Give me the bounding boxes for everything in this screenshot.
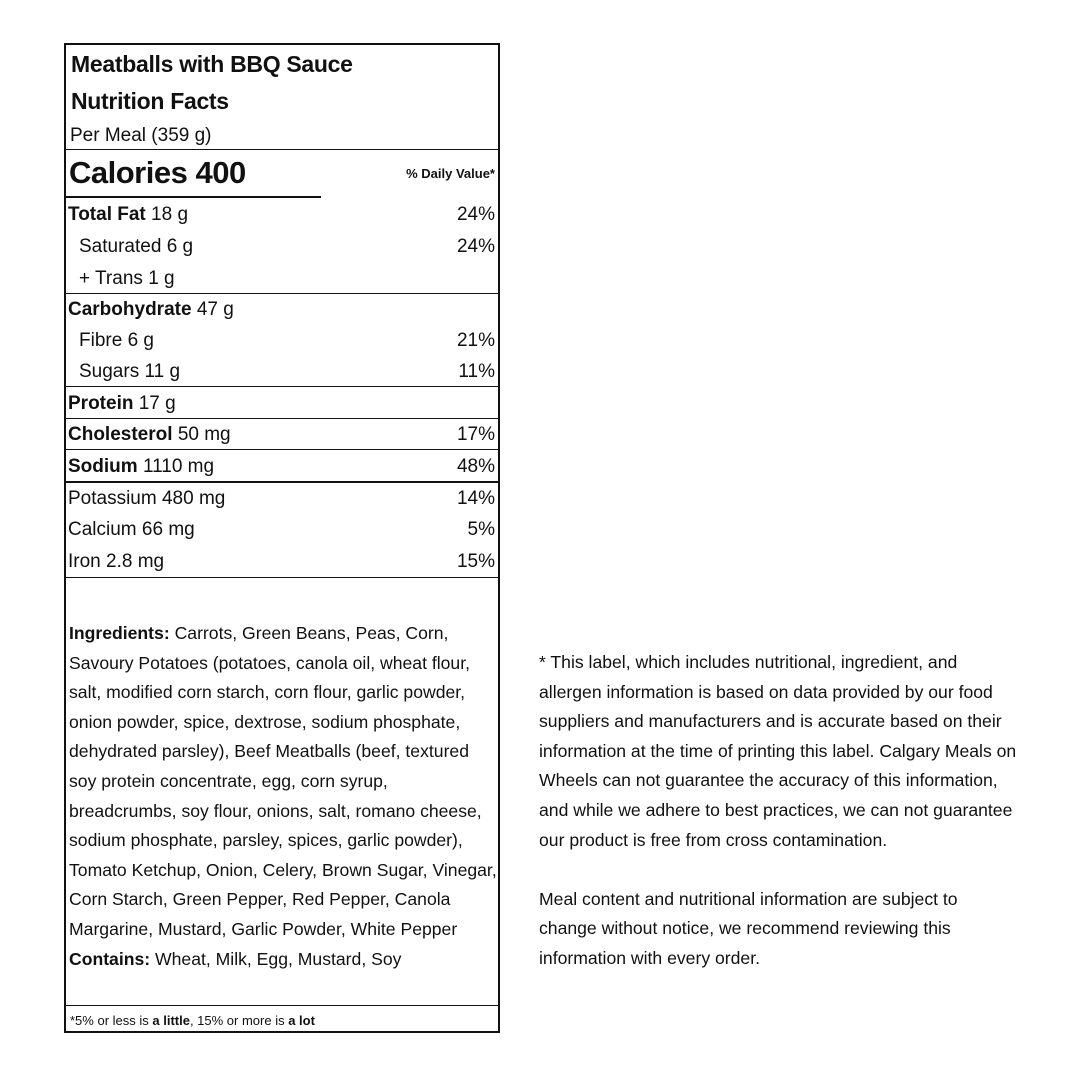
contains-label: Contains:	[69, 948, 151, 969]
nutrient-name: Sodium	[68, 456, 138, 477]
footnote-text: *5% or less is	[70, 1013, 153, 1028]
nutrient-dv: 15%	[456, 551, 495, 572]
nutrient-name: + Trans	[79, 268, 143, 289]
nutrient-row-sodium	[68, 453, 495, 481]
nutrient-amount: 47 g	[196, 299, 234, 320]
nutrient-dv: 14%	[456, 488, 495, 509]
divider	[66, 149, 498, 150]
contains-text: Wheat, Milk, Egg, Mustard, Soy	[155, 948, 402, 969]
nutrient-row-protein	[68, 390, 495, 418]
nutrient-row-carbohydrate	[68, 296, 495, 324]
nutrient-name: Carbohydrate	[68, 299, 192, 320]
ingredients-label: Ingredients:	[69, 623, 170, 643]
nutrient-amount: 1110 mg	[142, 456, 215, 477]
nutrient-dv: 24%	[456, 236, 495, 257]
nutrient-amount: 50 mg	[177, 424, 231, 445]
nutrition-facts-heading: Nutrition Facts	[71, 88, 229, 114]
nutrient-name: Sugars	[79, 361, 140, 382]
nutrient-dv: 17%	[456, 424, 495, 445]
nutrient-row-trans	[79, 265, 495, 293]
disclaimer-paragraph: Meal content and nutritional information are subject to change without notice, we recommend reviewing this information with every order.	[539, 888, 958, 968]
nutrient-dv: 11%	[458, 361, 495, 382]
nutrient-dv: 5%	[467, 519, 495, 540]
nutrient-amount: 480 mg	[161, 488, 226, 509]
nutrient-row-total-fat	[68, 201, 495, 229]
footnote-emphasis: a lot	[288, 1013, 315, 1028]
footnote-text: , 15% or more is	[189, 1013, 289, 1028]
nutrient-row-iron	[68, 548, 495, 576]
divider	[66, 577, 498, 578]
daily-value-header: % Daily Value*	[406, 166, 495, 181]
divider	[66, 418, 498, 419]
nutrient-amount: 18 g	[151, 204, 189, 225]
nutrient-name: Total Fat	[68, 204, 146, 225]
nutrient-dv: 21%	[456, 330, 495, 351]
nutrient-amount: 1 g	[148, 268, 175, 289]
nutrient-amount: 66 mg	[141, 519, 195, 540]
ingredients-text: Carrots, Green Beans, Peas, Corn, Savoury Potatoes (potatoes, canola oil, wheat flour, salt, modified corn starch, corn flour, garlic powder, onion powder, spice, dextrose, sodium phosphate, dehydrated parsley), Beef Meatballs (beef, textured soy protein concentrate, egg, corn syrup, breadcrumbs, soy flour, onions, salt, romano cheese, sodium phosphate, parsley, spices, garlic powder), Tomato Ketchup, Onion, Celery, Brown Sugar, Vinegar, Corn Starch, Green Pepper, Red Pepper, Canola Margarine, Mustard, Garlic Powder, White Pepper	[69, 623, 497, 939]
nutrient-dv: 48%	[456, 456, 495, 477]
nutrient-row-cholesterol	[68, 421, 495, 449]
nutrient-name: Fibre	[79, 330, 123, 351]
divider-thick	[66, 481, 498, 483]
divider	[66, 293, 498, 294]
nutrient-amount: 2.8 mg	[106, 551, 165, 572]
divider	[66, 449, 498, 450]
ingredients-block	[69, 619, 499, 974]
calories-label: Calories	[69, 155, 188, 190]
daily-value-footnote	[70, 1013, 315, 1028]
nutrient-name: Saturated	[79, 236, 162, 257]
nutrient-name: Iron	[68, 551, 101, 572]
nutrient-name: Calcium	[68, 519, 137, 540]
calories-value: 400	[195, 155, 246, 190]
nutrient-row-calcium	[68, 516, 495, 544]
nutrient-amount: 17 g	[138, 393, 176, 414]
nutrient-name: Protein	[68, 393, 134, 414]
nutrient-amount: 6 g	[166, 236, 194, 257]
nutrient-row-sugars	[79, 358, 495, 386]
serving-size: Per Meal (359 g)	[70, 125, 212, 146]
calories	[69, 155, 246, 191]
calories-rule	[66, 196, 321, 198]
nutrient-dv: 24%	[456, 204, 495, 225]
nutrient-row-potassium	[68, 485, 495, 513]
disclaimer-paragraph: * This label, which includes nutritional, ingredient, and allergen information is based on data provided by our food suppliers and manufacturers and is accurate based on their information at the time of printing this label. Calgary Meals on Wheels can not guarantee the accuracy of this information, and while we adhere to best practices, we can not guarantee our product is free from cross contamination.	[539, 652, 1017, 850]
nutrient-amount: 11 g	[144, 361, 181, 382]
nutrient-amount: 6 g	[127, 330, 154, 351]
product-name: Meatballs with BBQ Sauce	[71, 51, 353, 77]
disclaimer	[539, 648, 1019, 974]
nutrient-row-fibre	[79, 327, 495, 355]
nutrient-row-saturated	[79, 233, 495, 261]
footnote-emphasis: a little	[152, 1013, 190, 1028]
nutrient-name: Potassium	[68, 488, 157, 509]
nutrient-name: Cholesterol	[68, 424, 173, 445]
divider	[66, 1005, 498, 1006]
divider	[66, 386, 498, 387]
nutrition-label	[64, 43, 500, 1033]
